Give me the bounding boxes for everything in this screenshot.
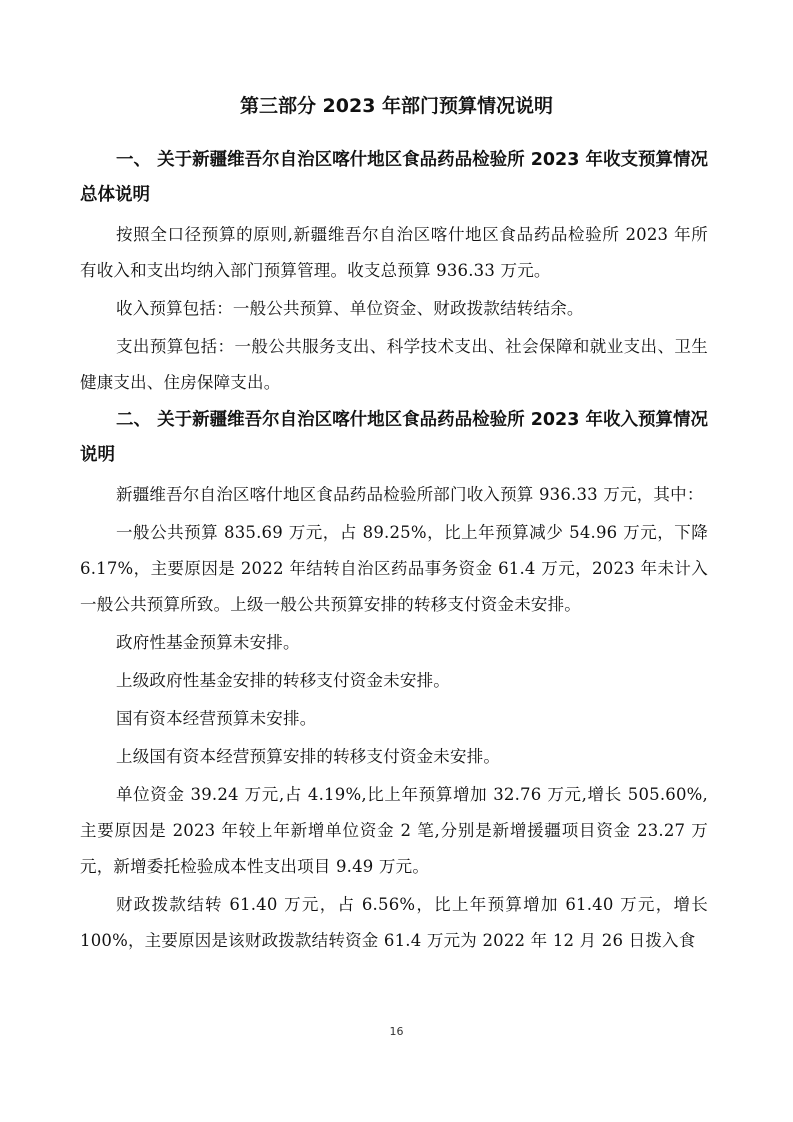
- paragraph: 新疆维吾尔自治区喀什地区食品药品检验所部门收入预算 936.33 万元，其中：: [116, 485, 704, 504]
- section-heading-text-2: 关于新疆维吾尔自治区喀什地区食品药品检验所 2023 年收入预算情况说明: [80, 410, 708, 465]
- section-heading-1: [80, 143, 708, 213]
- paragraph: 政府性基金预算未安排。: [116, 633, 300, 652]
- paragraph: 一般公共预算 835.69 万元，占 89.25%，比上年预算减少 54.96 万元，下降 6.17%，主要原因是 2022 年结转自治区药品事务资金 61.4 万元，2023 年未计入一般公共预算所致。上级一般公共预算安排的转移支付资金未安排。: [80, 523, 708, 614]
- page-title: 第三部分 2023 年部门预算情况说明: [239, 95, 554, 117]
- paragraph: 按照全口径预算的原则,新疆维吾尔自治区喀什地区食品药品检验所 2023 年所有收入和支出均纳入部门预算管理。收支总预算 936.33 万元。: [80, 225, 708, 280]
- paragraph: 收入预算包括：一般公共预算、单位资金、财政拨款结转结余。: [116, 299, 584, 318]
- paragraph: 上级政府性基金安排的转移支付资金未安排。: [116, 671, 450, 690]
- document-body: [80, 143, 708, 961]
- section-number-1: 一、: [116, 150, 151, 170]
- paragraph: 支出预算包括：一般公共服务支出、科学技术支出、社会保障和就业支出、卫生健康支出、住房保障支出。: [80, 337, 708, 392]
- section-number-2: 二、: [116, 410, 151, 430]
- section-heading-2: [80, 403, 708, 473]
- paragraph: 国有资本经营预算未安排。: [116, 709, 317, 728]
- paragraph: 单位资金 39.24 万元,占 4.19%,比上年预算增加 32.76 万元,增长 505.60%,主要原因是 2023 年较上年新增单位资金 2 笔,分别是新增援疆项目资金 23.27 万元，新增委托检验成本性支出项目 9.49 万元。: [80, 785, 708, 876]
- page-number: 16: [389, 1025, 404, 1038]
- paragraph: 财政拨款结转 61.40 万元，占 6.56%，比上年预算增加 61.40 万元，增长 100%，主要原因是该财政拨款结转资金 61.4 万元为 2022 年 12 月 26 日拨入食: [80, 895, 708, 950]
- section-heading-text-1: 关于新疆维吾尔自治区喀什地区食品药品检验所 2023 年收支预算情况总体说明: [80, 150, 708, 205]
- paragraph: 上级国有资本经营预算安排的转移支付资金未安排。: [116, 747, 501, 766]
